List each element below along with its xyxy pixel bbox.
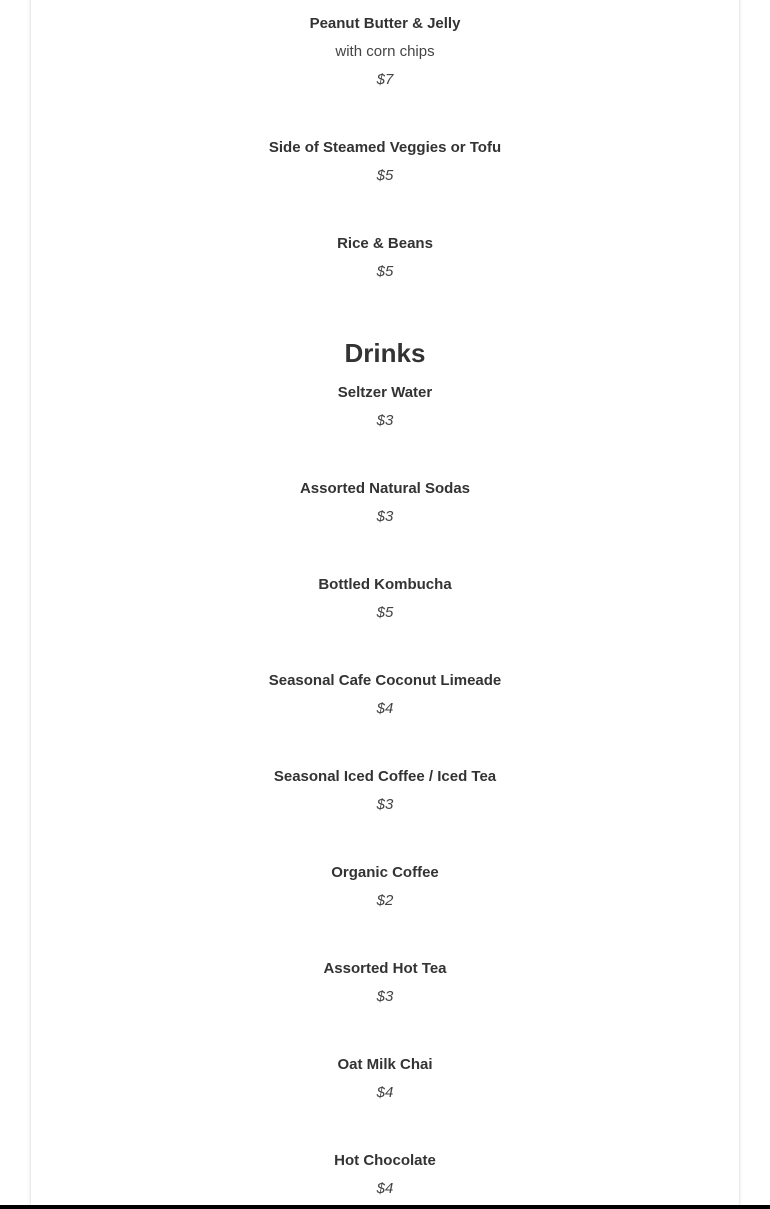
menu-item-name: Assorted Natural Sodas (299, 480, 471, 497)
menu-item-organic-coffee (0, 859, 770, 915)
menu-item-name: Oat Milk Chai (337, 1056, 433, 1073)
menu-item-price: $4 (376, 1180, 394, 1197)
menu-item-hot-chocolate (0, 1147, 770, 1203)
menu-item-bottled-kombucha (0, 571, 770, 627)
menu-item-name: Side of Steamed Veggies or Tofu (268, 139, 502, 156)
menu-item-iced-coffee-tea (0, 763, 770, 819)
menu-item-name: Organic Coffee (331, 864, 439, 881)
menu-item-price: $5 (376, 604, 394, 621)
menu-item-price: $3 (376, 412, 394, 429)
menu-item-price: $5 (376, 167, 394, 184)
menu-item-name: Assorted Hot Tea (323, 960, 447, 977)
menu-item-price: $4 (376, 1084, 394, 1101)
bottom-bar (0, 1205, 770, 1209)
menu-item-name: Peanut Butter & Jelly (309, 15, 461, 32)
menu-item-seltzer-water (0, 379, 770, 435)
menu-item-description: with corn chips (335, 43, 435, 60)
menu-item-name: Bottled Kombucha (318, 576, 452, 593)
menu-item-peanut-butter-jelly (0, 10, 770, 94)
menu-item-price: $3 (376, 508, 394, 525)
menu-item-oat-milk-chai (0, 1051, 770, 1107)
menu-item-price: $7 (376, 71, 394, 88)
menu-item-coconut-limeade (0, 667, 770, 723)
menu-item-rice-beans (0, 230, 770, 286)
menu-item-name: Rice & Beans (337, 235, 433, 252)
menu-item-natural-sodas (0, 475, 770, 531)
menu-item-price: $3 (376, 988, 394, 1005)
menu-item-name: Seasonal Cafe Coconut Limeade (268, 672, 502, 689)
menu-item-price: $4 (376, 700, 394, 717)
menu-item-name: Seltzer Water (337, 384, 433, 401)
menu-item-price: $3 (376, 796, 394, 813)
menu-item-price: $5 (376, 263, 394, 280)
menu-item-hot-tea (0, 955, 770, 1011)
menu-item-name: Seasonal Iced Coffee / Iced Tea (273, 768, 497, 785)
section-title-drinks: Drinks (344, 338, 426, 368)
menu-item-name: Hot Chocolate (334, 1152, 436, 1169)
menu-item-steamed-veggies-tofu (0, 134, 770, 190)
menu-item-price: $2 (376, 892, 394, 909)
